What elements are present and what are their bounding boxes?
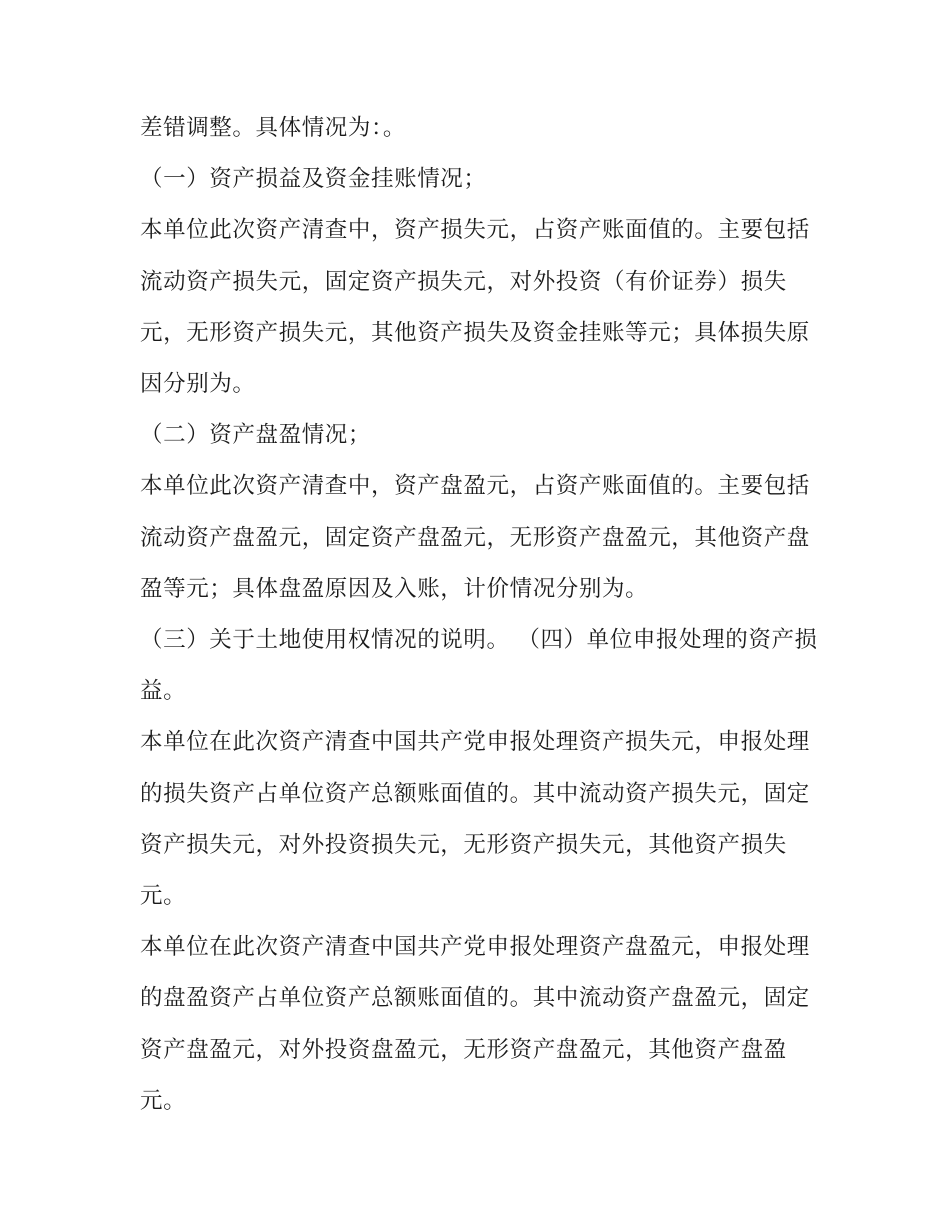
paragraph-asset-surplus: 本单位此次资产清查中，资产盘盈元，占资产账面值的。主要包括流动资产盘盈元，固定资产盘盈元，无形资产盘盈元，其他资产盘盈等元；具体盘盈原因及入账，计价情况分别为。 xyxy=(140,473,810,602)
paragraph-reported-losses: 本单位在此次资产清查中国共产党申报处理资产损失元，申报处理的损失资产占单位资产总额账面值的。其中流动资产损失元，固定资产损失元，对外投资损失元，无形资产损失元，其他资产损失元。 xyxy=(140,729,810,910)
document-body xyxy=(140,103,820,1127)
paragraph-asset-losses: 本单位此次资产清查中，资产损失元，占资产账面值的。主要包括流动资产损失元，固定资产损失元，对外投资（有价证券）损失元，无形资产损失元，其他资产损失及资金挂账等元；具体损失原因分别为。 xyxy=(140,217,810,398)
heading-land-use-and-reported: （三）关于土地使用权情况的说明。 （四）单位申报处理的资产损益。 xyxy=(140,627,818,705)
heading-asset-surplus: （二）资产盘盈情况； xyxy=(140,422,372,449)
heading-asset-gains-losses: （一）资产损益及资金挂账情况； xyxy=(140,166,487,193)
paragraph-reported-surplus: 本单位在此次资产清查中国共产党申报处理资产盘盈元，申报处理的盘盈资产占单位资产总额账面值的。其中流动资产盘盈元，固定资产盘盈元，对外投资盘盈元，无形资产盘盈元，其他资产盘盈元。 xyxy=(140,934,810,1114)
paragraph-error-adjustment: 差错调整。具体情况为：。 xyxy=(140,115,406,141)
